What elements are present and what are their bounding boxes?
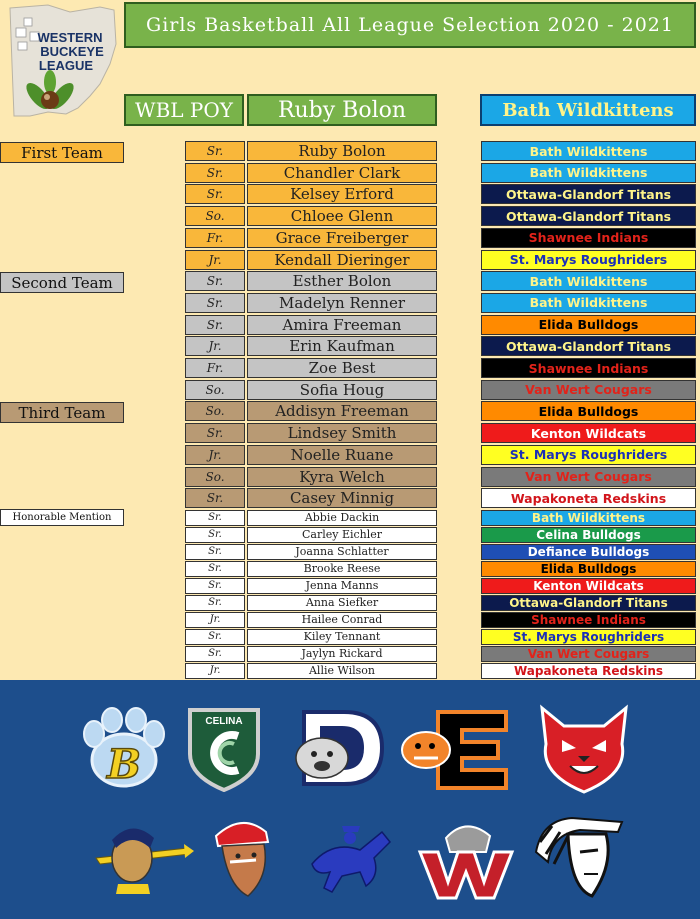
celina-shield-logo	[186, 704, 262, 792]
player-team: Van Wert Cougars	[481, 646, 696, 662]
player-name: Kyra Welch	[247, 467, 437, 487]
player-name: Casey Minnig	[247, 488, 437, 508]
player-team: Ottawa-Glandorf Titans	[481, 184, 696, 204]
player-name: Brooke Reese	[247, 561, 437, 577]
logo-line-2: BUCKEYE	[40, 44, 104, 59]
player-team: St. Marys Roughriders	[481, 629, 696, 645]
page-title: Girls Basketball All League Selection 2020 - 2021	[124, 2, 696, 48]
player-name: Lindsey Smith	[247, 423, 437, 443]
tier-second-team: Second Team	[0, 272, 124, 293]
player-name: Kelsey Erford	[247, 184, 437, 204]
player-name: Erin Kaufman	[247, 336, 437, 356]
player-name: Jenna Manns	[247, 578, 437, 594]
player-name: Carley Eichler	[247, 527, 437, 543]
player-team: Elida Bulldogs	[481, 315, 696, 335]
player-name: Esther Bolon	[247, 271, 437, 291]
player-year: Sr.	[185, 184, 245, 204]
player-year: Jr.	[185, 612, 245, 628]
player-name: Madelyn Renner	[247, 293, 437, 313]
player-name: Jaylyn Rickard	[247, 646, 437, 662]
player-year: So.	[185, 401, 245, 421]
player-year: Sr.	[185, 527, 245, 543]
poy-team: Bath Wildkittens	[480, 94, 696, 126]
tier-first-team: First Team	[0, 142, 124, 163]
tier-third-team: Third Team	[0, 402, 124, 423]
player-year: Sr.	[185, 488, 245, 508]
player-year: Sr.	[185, 141, 245, 161]
player-name: Chloee Glenn	[247, 206, 437, 226]
player-name: Joanna Schlatter	[247, 544, 437, 560]
kenton-wildcat-logo	[528, 704, 640, 794]
player-year: Fr.	[185, 358, 245, 378]
player-year: Jr.	[185, 250, 245, 270]
player-year: So.	[185, 380, 245, 400]
player-team: Van Wert Cougars	[481, 380, 696, 400]
wapakoneta-redskin-logo	[532, 812, 624, 898]
player-name: Addisyn Freeman	[247, 401, 437, 421]
player-team: Shawnee Indians	[481, 358, 696, 378]
player-year: Sr.	[185, 163, 245, 183]
player-year: Fr.	[185, 228, 245, 248]
poy-name: Ruby Bolon	[247, 94, 437, 126]
player-team: Ottawa-Glandorf Titans	[481, 336, 696, 356]
player-team: Elida Bulldogs	[481, 561, 696, 577]
player-year: So.	[185, 206, 245, 226]
player-team: St. Marys Roughriders	[481, 445, 696, 465]
player-year: Jr.	[185, 445, 245, 465]
logo-line-3: LEAGUE	[38, 58, 94, 73]
player-team: Ottawa-Glandorf Titans	[481, 206, 696, 226]
defiance-bulldog-logo	[282, 708, 392, 790]
player-team: Kenton Wildcats	[481, 578, 696, 594]
player-year: Sr.	[185, 315, 245, 335]
player-team: Ottawa-Glandorf Titans	[481, 595, 696, 611]
player-name: Kendall Dieringer	[247, 250, 437, 270]
player-year: Sr.	[185, 578, 245, 594]
player-team: Bath Wildkittens	[481, 293, 696, 313]
svg-text:B: B	[107, 741, 141, 788]
player-name: Sofia Houg	[247, 380, 437, 400]
player-team: Bath Wildkittens	[481, 510, 696, 526]
player-year: Jr.	[185, 336, 245, 356]
svg-text:CELINA: CELINA	[205, 716, 243, 727]
player-name: Abbie Dackin	[247, 510, 437, 526]
player-team: Celina Bulldogs	[481, 527, 696, 543]
player-team: Kenton Wildcats	[481, 423, 696, 443]
player-year: Sr.	[185, 595, 245, 611]
logo-line-1: WESTERN	[37, 30, 103, 45]
player-year: Sr.	[185, 561, 245, 577]
player-team: Wapakoneta Redskins	[481, 663, 696, 679]
player-name: Ruby Bolon	[247, 141, 437, 161]
player-team: Shawnee Indians	[481, 228, 696, 248]
player-name: Noelle Ruane	[247, 445, 437, 465]
player-team: St. Marys Roughriders	[481, 250, 696, 270]
st-marys-roughrider-logo	[302, 820, 396, 896]
shawnee-indian-logo	[206, 816, 280, 898]
player-name: Amira Freeman	[247, 315, 437, 335]
player-team: Defiance Bulldogs	[481, 544, 696, 560]
player-team: Wapakoneta Redskins	[481, 488, 696, 508]
player-team: Van Wert Cougars	[481, 467, 696, 487]
tier-honorable-mention: Honorable Mention	[0, 509, 124, 526]
player-year: Sr.	[185, 510, 245, 526]
player-name: Allie Wilson	[247, 663, 437, 679]
van-wert-cougar-logo	[416, 812, 516, 900]
player-name: Grace Freiberger	[247, 228, 437, 248]
player-year: Sr.	[185, 293, 245, 313]
player-year: Jr.	[185, 663, 245, 679]
player-team: Shawnee Indians	[481, 612, 696, 628]
player-year: Sr.	[185, 423, 245, 443]
bath-paw-logo	[78, 706, 170, 790]
western-buckeye-league-logo	[8, 4, 120, 119]
player-team: Bath Wildkittens	[481, 271, 696, 291]
team-logos-panel	[0, 680, 700, 919]
player-name: Anna Siefker	[247, 595, 437, 611]
player-year: So.	[185, 467, 245, 487]
poy-label: WBL POY	[124, 94, 244, 126]
elida-bulldog-logo	[398, 708, 514, 792]
player-name: Hailee Conrad	[247, 612, 437, 628]
player-name: Zoe Best	[247, 358, 437, 378]
player-year: Sr.	[185, 629, 245, 645]
player-year: Sr.	[185, 544, 245, 560]
player-team: Bath Wildkittens	[481, 163, 696, 183]
player-year: Sr.	[185, 271, 245, 291]
player-team: Bath Wildkittens	[481, 141, 696, 161]
ottawa-glandorf-titan-logo	[90, 818, 194, 894]
player-team: Elida Bulldogs	[481, 401, 696, 421]
player-year: Sr.	[185, 646, 245, 662]
player-name: Chandler Clark	[247, 163, 437, 183]
player-name: Kiley Tennant	[247, 629, 437, 645]
